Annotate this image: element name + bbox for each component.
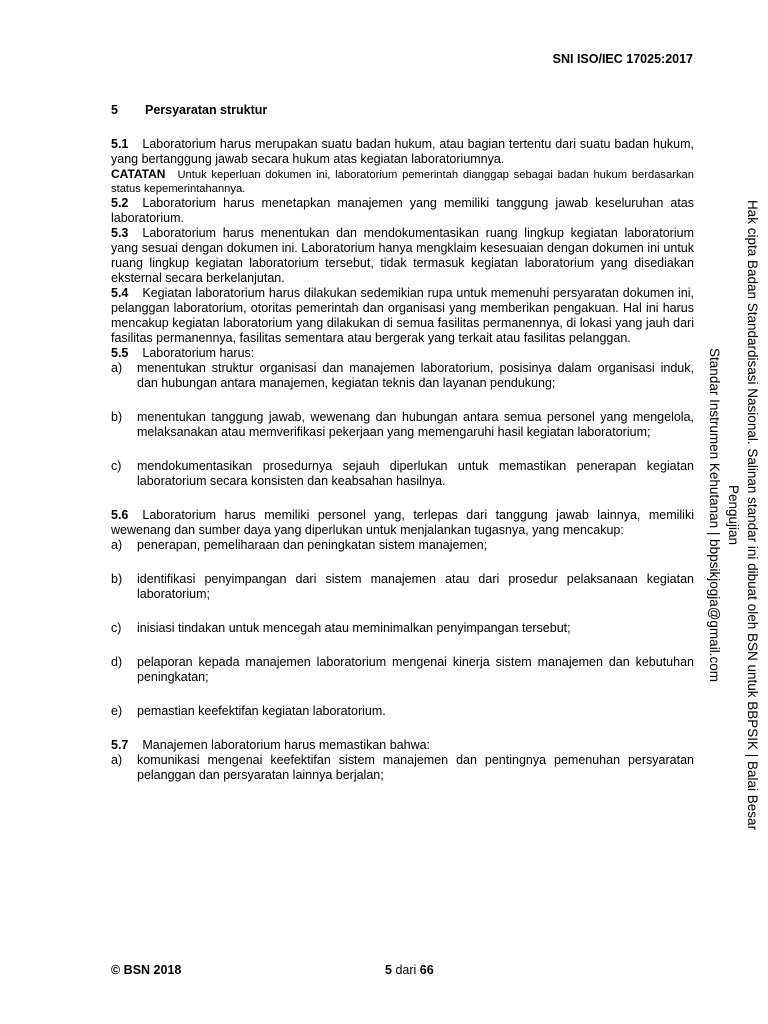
clause-5-4: [111, 286, 694, 346]
clause-5-3: [111, 226, 694, 286]
list-text: komunikasi mengenai keefektifan sistem manajemen dan pentingnya pemenuhan persyaratan pelanggan dan persyaratan lainnya berjalan;: [137, 753, 694, 782]
clause-number: 5.7: [111, 738, 129, 752]
list-text: pelaporan kepada manajemen laboratorium mengenai kinerja sistem manajemen dan kebutuhan peningkatan;: [137, 655, 694, 684]
clause-5-7: [111, 738, 694, 753]
clause-5-1: [111, 137, 694, 167]
clause-number: 5.1: [111, 137, 129, 151]
list-letter: c): [111, 459, 122, 473]
list-item: [111, 459, 694, 489]
clause-number: 5.3: [111, 226, 129, 240]
standard-header: SNI ISO/IEC 17025:2017: [552, 52, 693, 66]
clause-number: 5.4: [111, 286, 129, 300]
list-letter: c): [111, 621, 122, 635]
footer-copyright: © BSN 2018: [111, 963, 182, 977]
list-text: identifikasi penyimpangan dari sistem manajemen atau dari prosedur pelaksanaan kegiatan laboratorium;: [137, 572, 694, 601]
section-heading: [111, 103, 694, 118]
clause-text: Laboratorium harus merupakan suatu badan hukum, atau bagian tertentu dari suatu badan hukum, yang bertanggung jawab secara hukum atas kegiatan laboratoriumnya.: [111, 137, 694, 166]
clause-number: 5.6: [111, 508, 129, 522]
document-body: [111, 103, 694, 802]
page-separator: dari: [395, 963, 417, 977]
list-text: pemastian keefektifan kegiatan laboratorium.: [137, 704, 386, 718]
list-item: [111, 655, 694, 685]
list-text: inisiasi tindakan untuk mencegah atau meminimalkan penyimpangan tersebut;: [137, 621, 571, 635]
list-letter: b): [111, 572, 123, 586]
clause-text: Kegiatan laboratorium harus dilakukan sedemikian rupa untuk memenuhi persyaratan dokumen ini, pelanggan laboratorium, otoritas pemerintah dan organisasi yang memberikan pengakuan. Hal ini harus mencakup kegiatan laboratorium yang dilakukan di semua fasilitas permanennya, di lokasi yang jauh dari fasilitas permanennya, fasilitas sementara atau bergerak yang terkait atau fasilitas pelanggan.: [111, 286, 694, 345]
list-item: [111, 361, 694, 391]
list-letter: d): [111, 655, 123, 669]
list-letter: a): [111, 361, 123, 375]
list-letter: b): [111, 410, 123, 424]
clause-text: Laboratorium harus memiliki personel yang, terlepas dari tanggung jawab lainnya, memiliki wewenang dan sumber daya yang diperlukan untuk menjalankan tugasnya, yang mencakup:: [111, 508, 694, 537]
watermark-line-2: Standar Instrumen Kehutanan | bbpsikjogja@gmail.com: [707, 348, 722, 682]
list-item: [111, 704, 694, 719]
note-label: CATATAN: [111, 167, 166, 181]
clause-5-5: [111, 346, 694, 361]
watermark-text: [705, 170, 762, 860]
watermark-line-1: Hak cipta Badan Standardisasi Nasional. Salinan standar ini dibuat oleh BSN untuk BBPSIK | Balai Besar Pengujian: [726, 199, 760, 831]
clause-text: Laboratorium harus menentukan dan mendokumentasikan ruang lingkup kegiatan laboratorium yang sesuai dengan dokumen ini. Laboratorium hanya mengklaim kesesuaian dengan dokumen ini untuk ruang lingkup kegiatan laboratorium tersebut, tidak termasuk kegiatan laboratorium yang disediakan eksternal secara berkelanjutan.: [111, 226, 694, 285]
clause-number: 5.5: [111, 346, 129, 360]
list-letter: a): [111, 538, 123, 552]
list-item: [111, 753, 694, 783]
list-item: [111, 410, 694, 440]
list-item: [111, 621, 694, 636]
clause-text: Laboratorium harus:: [142, 346, 255, 360]
note-text: Untuk keperluan dokumen ini, laboratorium pemerintah dianggap sebagai badan hukum berdasarkan status kepemerintahannya.: [111, 169, 694, 195]
list-text: menentukan struktur organisasi dan manajemen laboratorium, posisinya dalam organisasi induk, dan hubungan antara manajemen, kegiatan teknis dan layanan pendukung;: [137, 361, 694, 390]
clause-text: Laboratorium harus menetapkan manajemen yang memiliki tanggung jawab keseluruhan atas laboratorium.: [111, 196, 694, 225]
list-letter: e): [111, 704, 123, 718]
list-text: mendokumentasikan prosedurnya sejauh diperlukan untuk memastikan penerapan kegiatan laboratorium secara konsisten dan keabsahan hasilnya.: [137, 459, 694, 488]
page-total: 66: [419, 963, 434, 977]
list-item: [111, 538, 694, 553]
copyright-watermark: [707, 170, 764, 860]
clause-text: Manajemen laboratorium harus memastikan bahwa:: [142, 738, 431, 752]
list-text: penerapan, pemeliharaan dan peningkatan sistem manajemen;: [137, 538, 488, 552]
list-text: menentukan tanggung jawab, wewenang dan hubungan antara semua personel yang mengelola, melaksanakan atau memverifikasi pekerjaan yang memengaruhi hasil kegiatan laboratorium;: [137, 410, 694, 439]
list-letter: a): [111, 753, 123, 767]
page-current: 5: [385, 963, 392, 977]
clause-5-6: [111, 508, 694, 538]
clause-5-2: [111, 196, 694, 226]
section-title: Persyaratan struktur: [145, 103, 268, 117]
footer-page-number: [385, 963, 434, 977]
note: [111, 167, 694, 196]
list-item: [111, 572, 694, 602]
clause-number: 5.2: [111, 196, 129, 210]
section-number: 5: [111, 103, 118, 117]
